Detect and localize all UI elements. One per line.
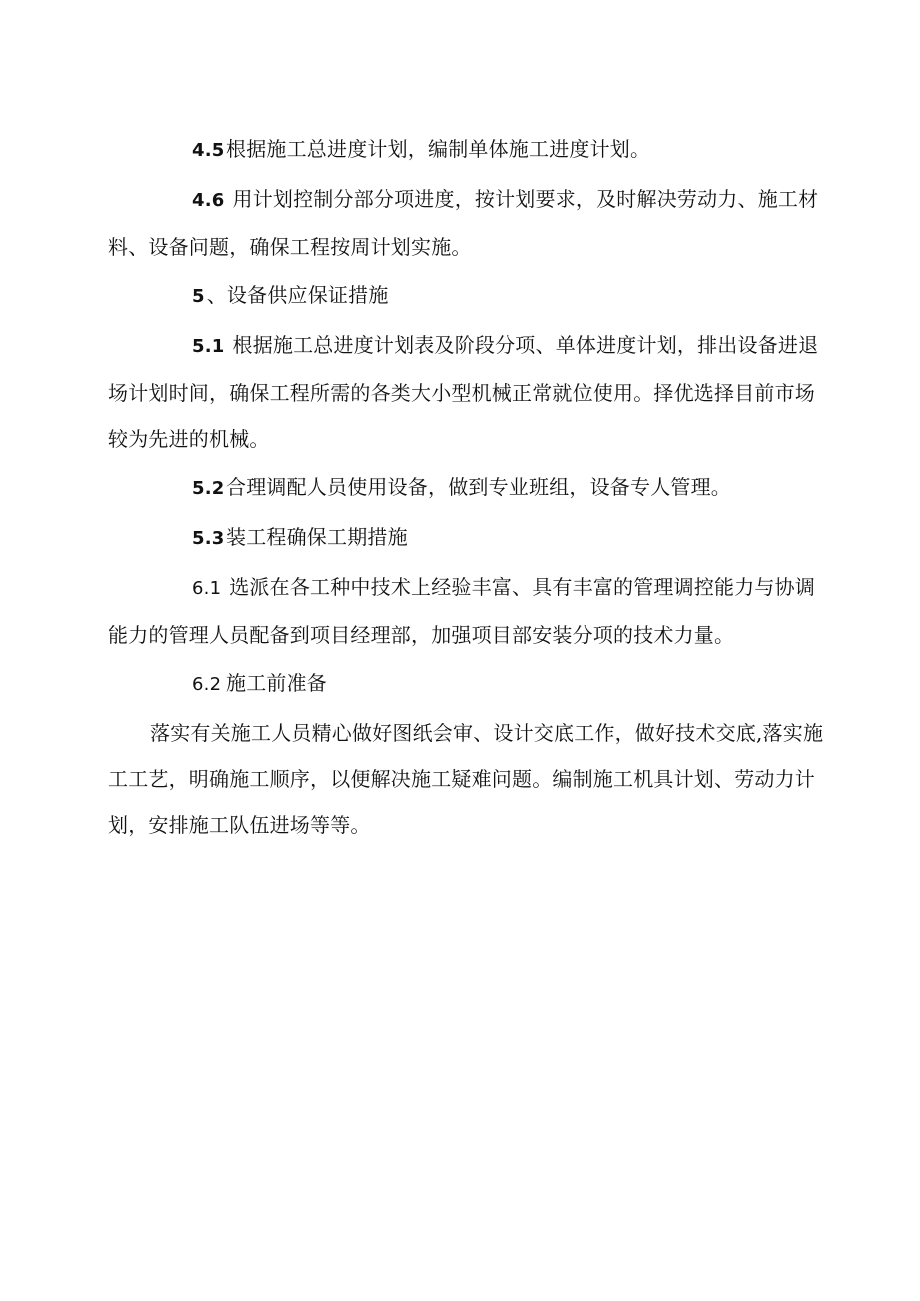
section-number: 5 (192, 286, 205, 307)
document-body (108, 126, 824, 850)
paragraph-text: 合理调配人员使用设备，做到专业班组，设备专人管理。 (226, 475, 731, 499)
paragraph-text: 根据施工总进度计划表及阶段分项、单体进度计划，排出设备进退场计划时间，确保工程所需的各类大小型机械正常就位使用。择优选择目前市场较为先进的机械。 (108, 333, 819, 451)
section-number: 6.1 (192, 578, 222, 599)
paragraph-6-1 (108, 564, 824, 658)
paragraph-text: 落实有关施工人员精心做好图纸会审、设计交底工作，做好技术交底,落实施工工艺，明确施工顺序，以便解决施工疑难问题。编制施工机具计划、劳动力计划，安排施工队伍进场等等。 (108, 721, 824, 837)
heading-5 (108, 272, 824, 320)
paragraph-5-2 (108, 464, 824, 512)
paragraph-4-6 (108, 176, 824, 270)
section-number: 4.6 (192, 190, 225, 211)
paragraph-5-3 (108, 514, 824, 562)
paragraph-text: 装工程确保工期措施 (226, 525, 408, 549)
section-number: 5.1 (192, 336, 225, 357)
section-number: 5.3 (192, 528, 225, 549)
paragraph-6-2 (108, 660, 824, 708)
paragraph-text: 选派在各工种中技术上经验丰富、具有丰富的管理调控能力与协调能力的管理人员配备到项目经理部，加强项目部安装分项的技术力量。 (108, 575, 816, 647)
paragraph-text: 用计划控制分部分项进度，按计划要求，及时解决劳动力、施工材料、设备问题，确保工程按周计划实施。 (108, 187, 819, 259)
paragraph-preparation-detail (108, 710, 824, 848)
paragraph-text: 根据施工总进度计划，编制单体施工进度计划。 (226, 137, 651, 161)
heading-text: 、设备供应保证措施 (206, 283, 389, 307)
paragraph-5-1 (108, 322, 824, 462)
paragraph-4-5 (108, 126, 824, 174)
section-number: 4.5 (192, 140, 225, 161)
section-number: 5.2 (192, 478, 225, 499)
paragraph-text: 施工前准备 (226, 671, 327, 695)
section-number: 6.2 (192, 674, 222, 695)
